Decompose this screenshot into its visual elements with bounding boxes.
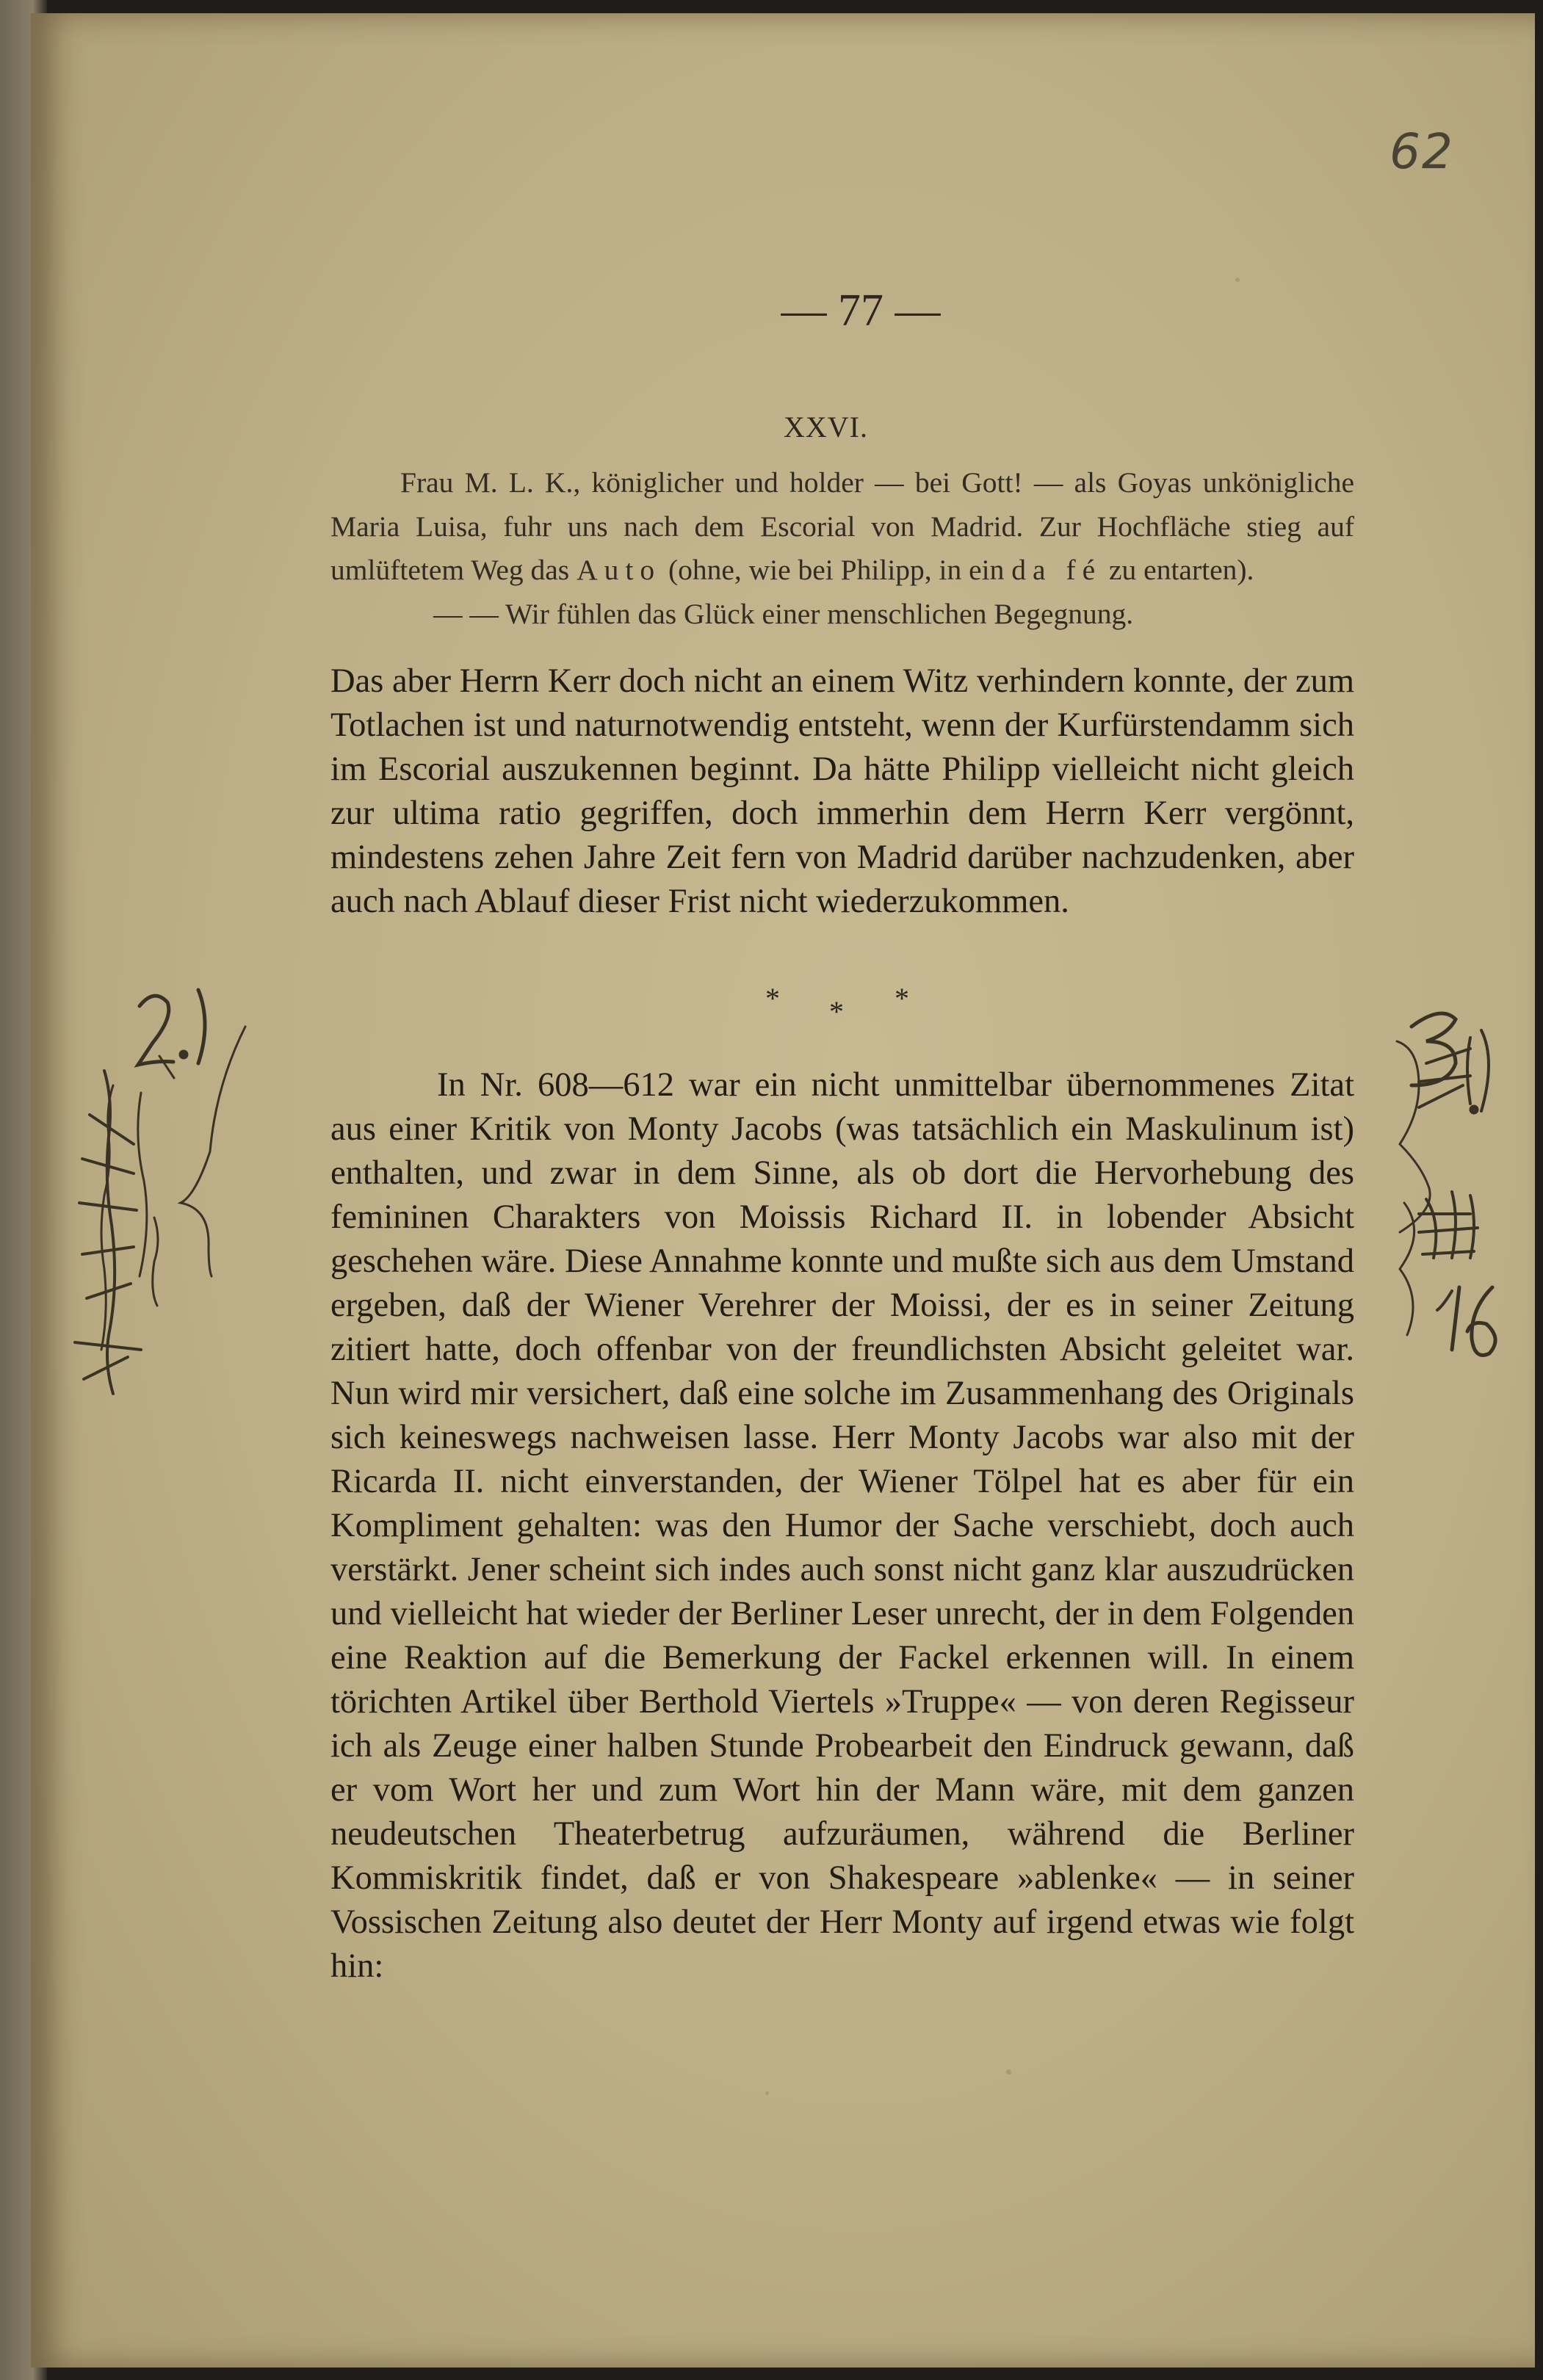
paragraph-text: Das aber Herrn Kerr doch nicht an einem Witz verhindern konnte, der zum Totlachen ist und naturnotwendig entsteht, wenn der Kurfürstendamm sich im Escorial auszukennen beginnt. Da hätte Philipp vielleicht nicht gleich zur ultima ratio gegriffen, doch immerhin dem Herrn Kerr vergönnt, mindestens zehen Jahre Zeit fern von Madrid darüber nachzudenken, aber auch nach Ablauf dieser Frist nicht wiederzukommen. [330,662,1354,920]
asterisk: * [765,982,780,1015]
paragraph-text: In Nr. 608—612 war ein nicht unmittelbar übernommenes Zitat aus einer Kritik von Monty Jacobs (was tatsächlich ein Maskulinum ist) enthalten, und zwar in dem Sinne, als ob dort die Hervorhebung des femininen Charakters von Moissis Richard II. in lobender Absicht geschehen wäre. Diese Annahme konnte und mußte sich aus dem Umstand ergeben, daß der Wiener Verehrer der Moissi, der es in seiner Zeitung zitiert hatte, doch offenbar von der freundlichsten Absicht geleitet war. Nun wird mir versichert, daß eine solche im Zusammenhang des Originals sich keineswegs nachweisen lasse. Herr Monty Jacobs war also mit der Ricarda II. nicht einverstanden, der Wiener Tölpel hat es aber für ein Kompliment gehalten: was den Humor der Sache verschiebt, doch auch verstärkt. Jener scheint sich indes auch sonst nicht ganz klar auszudrücken und vielleicht hat wieder der Berliner Leser unrecht, der in dem Folgenden eine Reaktion auf die Bemerkung der Fackel erkennen will. In einem törichten Artikel über Berthold Viertels »Truppe« — von deren Regisseur ich als Zeuge einer halben Stunde Probearbeit den Eindruck gewann, daß er vom Wort her und zum Wort hin der Mann wäre, mit dem ganzen neudeutschen Theaterbetrug aufzuräumen, während die Berliner Kommiskritik findet, daß er von Shakespeare »ablenke« — in seiner Vossischen Zeitung also deutet der Herr Monty auf irgend etwas wie folgt hin: [330,1066,1354,1985]
asterisk: * [895,982,909,1015]
right-margin-note [1397,1013,1495,1356]
quote-closing-line: — — Wir fühlen das Glück einer menschlichen Begegnung. [433,597,1134,630]
folio-number: 62 [1390,123,1454,180]
quote-part: zu entarten). [1102,554,1254,586]
document-page [31,13,1535,2368]
asterisk: * [829,995,844,1028]
left-margin-note [75,990,245,1394]
quote-spaced-word: da fé [1011,554,1102,586]
section-heading: XXVI. [784,410,868,444]
quote-part: (ohne, wie bei Philipp, in ein [661,554,1012,586]
quote-spaced-word: Auto [577,554,662,586]
handwritten-marginalia [31,13,1535,2368]
page-number: — 77 — [781,286,941,336]
quote-part: Frau M. L. K., königlicher und holder — bei Gott! — als Goyas unkönigliche Maria Luisa, fuhr uns nach dem Escorial von Madrid. Zur Hochfläche stieg auf umlüftetem Weg das [330,466,1354,586]
